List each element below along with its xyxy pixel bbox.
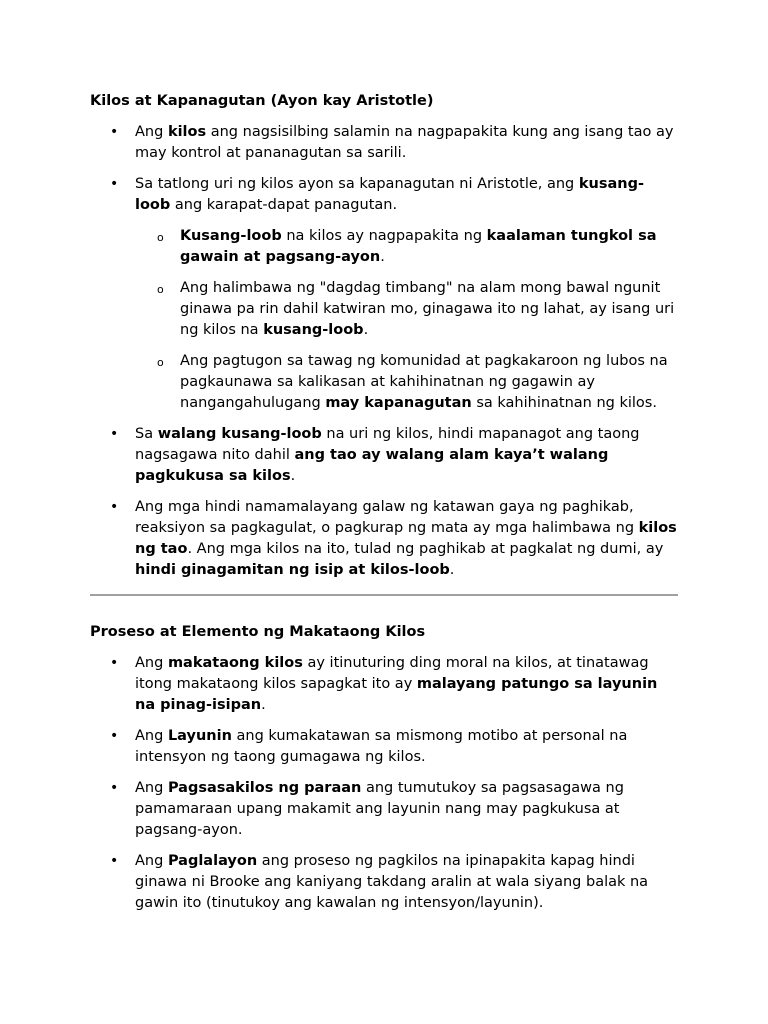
text-run: Ang pagtugon sa tawag ng komunidad at pagkakaroon ng lubos na pagkaunawa sa kalikasan at kahihinatnan ng gagawin ay nangangahulugang bbox=[180, 353, 668, 411]
text-run: . Ang mga kilos na ito, tulad ng paghikab at pagkalat ng dumi, ay bbox=[187, 541, 664, 557]
list-item bbox=[90, 726, 678, 768]
text-run: ang kumakatawan sa mismong motibo at personal na intensyon ng taong gumagawa ng kilos. bbox=[135, 728, 628, 765]
bold-term: hindi ginagamitan ng isip at kilos-loob bbox=[135, 562, 450, 578]
kilos-kapanagutan-list bbox=[90, 122, 678, 581]
bold-term: malayang patungo sa layunin na pinag-isipan bbox=[135, 676, 658, 713]
text-run: Ang halimbawa ng "dagdag timbang" na alam mong bawal ngunit ginawa pa rin dahil katwiran mo, ginagawa ito ng lahat, ay isang uri ng kilos na bbox=[180, 280, 675, 338]
sub-list-item bbox=[135, 226, 678, 268]
list-item bbox=[90, 122, 678, 164]
sub-list bbox=[135, 226, 678, 414]
text-run: . bbox=[290, 468, 296, 484]
document-page bbox=[90, 91, 678, 924]
text-run: na uri ng kilos, hindi mapanagot ang taong nagsagawa nito dahil bbox=[135, 426, 640, 463]
text-run: sa kahihinatnan ng kilos. bbox=[471, 395, 657, 411]
text-run: ang tumutukoy sa pagsasagawa ng pamamaraan upang makamit ang layunin nang may pagkukusa at pagsang-ayon. bbox=[135, 780, 624, 838]
section-title-proseso-elemento: Proseso at Elemento ng Makataong Kilos bbox=[90, 624, 426, 640]
bold-term: kilos bbox=[167, 124, 207, 140]
text-run: Sa bbox=[135, 426, 158, 442]
text-run: Ang bbox=[135, 124, 168, 140]
list-item bbox=[90, 653, 678, 716]
text-run: na kilos ay nagpapakita ng bbox=[281, 228, 487, 244]
bold-term: kaalaman tungkol sa gawain at pagsang-ayon bbox=[180, 228, 657, 265]
text-run: Ang bbox=[135, 853, 168, 869]
text-run: ang nagsisilbing salamin na nagpapakita kung ang isang tao ay may kontrol at pananagutan sa sarili. bbox=[135, 124, 674, 161]
bold-term: may kapanagutan bbox=[325, 395, 472, 411]
bold-term: walang kusang-loob bbox=[157, 426, 322, 442]
text-run: ang karapat-dapat panagutan. bbox=[170, 197, 398, 213]
text-run: . bbox=[380, 249, 385, 265]
proseso-elemento-list bbox=[90, 653, 678, 914]
bold-term: kusang-loob bbox=[135, 176, 644, 213]
text-run: . bbox=[363, 322, 369, 338]
list-item bbox=[90, 174, 678, 414]
text-run: Ang mga hindi namamalayang galaw ng katawan gaya ng paghikab, reaksiyon sa pagkagulat, o pagkurap ng mata ay mga halimbawa ng bbox=[135, 499, 639, 536]
text-run: ay itinuturing ding moral na kilos, at tinatawag itong makataong kilos sapagkat ito ay bbox=[135, 655, 649, 692]
bold-term: Layunin bbox=[167, 728, 232, 744]
text-run: Ang bbox=[135, 728, 168, 744]
text-run: Sa tatlong uri ng kilos ayon sa kapanagutan ni Aristotle, ang bbox=[135, 176, 579, 192]
list-item bbox=[90, 778, 678, 841]
bold-term: ang tao ay walang alam kaya’t walang pagkukusa sa kilos bbox=[135, 447, 609, 484]
bold-term: Paglalayon bbox=[167, 853, 258, 869]
list-item bbox=[90, 851, 678, 914]
text-run: . bbox=[261, 697, 266, 713]
text-run: Ang bbox=[135, 780, 168, 796]
section-title-kilos-kapanagutan: Kilos at Kapanagutan (Ayon kay Aristotle) bbox=[90, 93, 434, 109]
sub-list-item bbox=[135, 278, 678, 341]
text-run: . bbox=[449, 562, 455, 578]
bold-term: kusang-loob bbox=[263, 322, 364, 338]
bold-term: Kusang-loob bbox=[180, 228, 282, 244]
text-run: ang proseso ng pagkilos na ipinapakita kapag hindi ginawa ni Brooke ang kaniyang takdang aralin at wala siyang balak na gawin ito (tinutukoy ang kawalan ng intensyon/layunin). bbox=[135, 853, 649, 911]
list-item bbox=[90, 424, 678, 487]
bold-term: Pagsasakilos ng paraan bbox=[167, 780, 362, 796]
text-run: Ang bbox=[135, 655, 168, 671]
bold-term: makataong kilos bbox=[167, 655, 303, 671]
horizontal-divider bbox=[90, 594, 678, 596]
bold-term: kilos ng tao bbox=[135, 520, 677, 557]
list-item bbox=[90, 497, 678, 581]
sub-list-item bbox=[135, 351, 678, 414]
